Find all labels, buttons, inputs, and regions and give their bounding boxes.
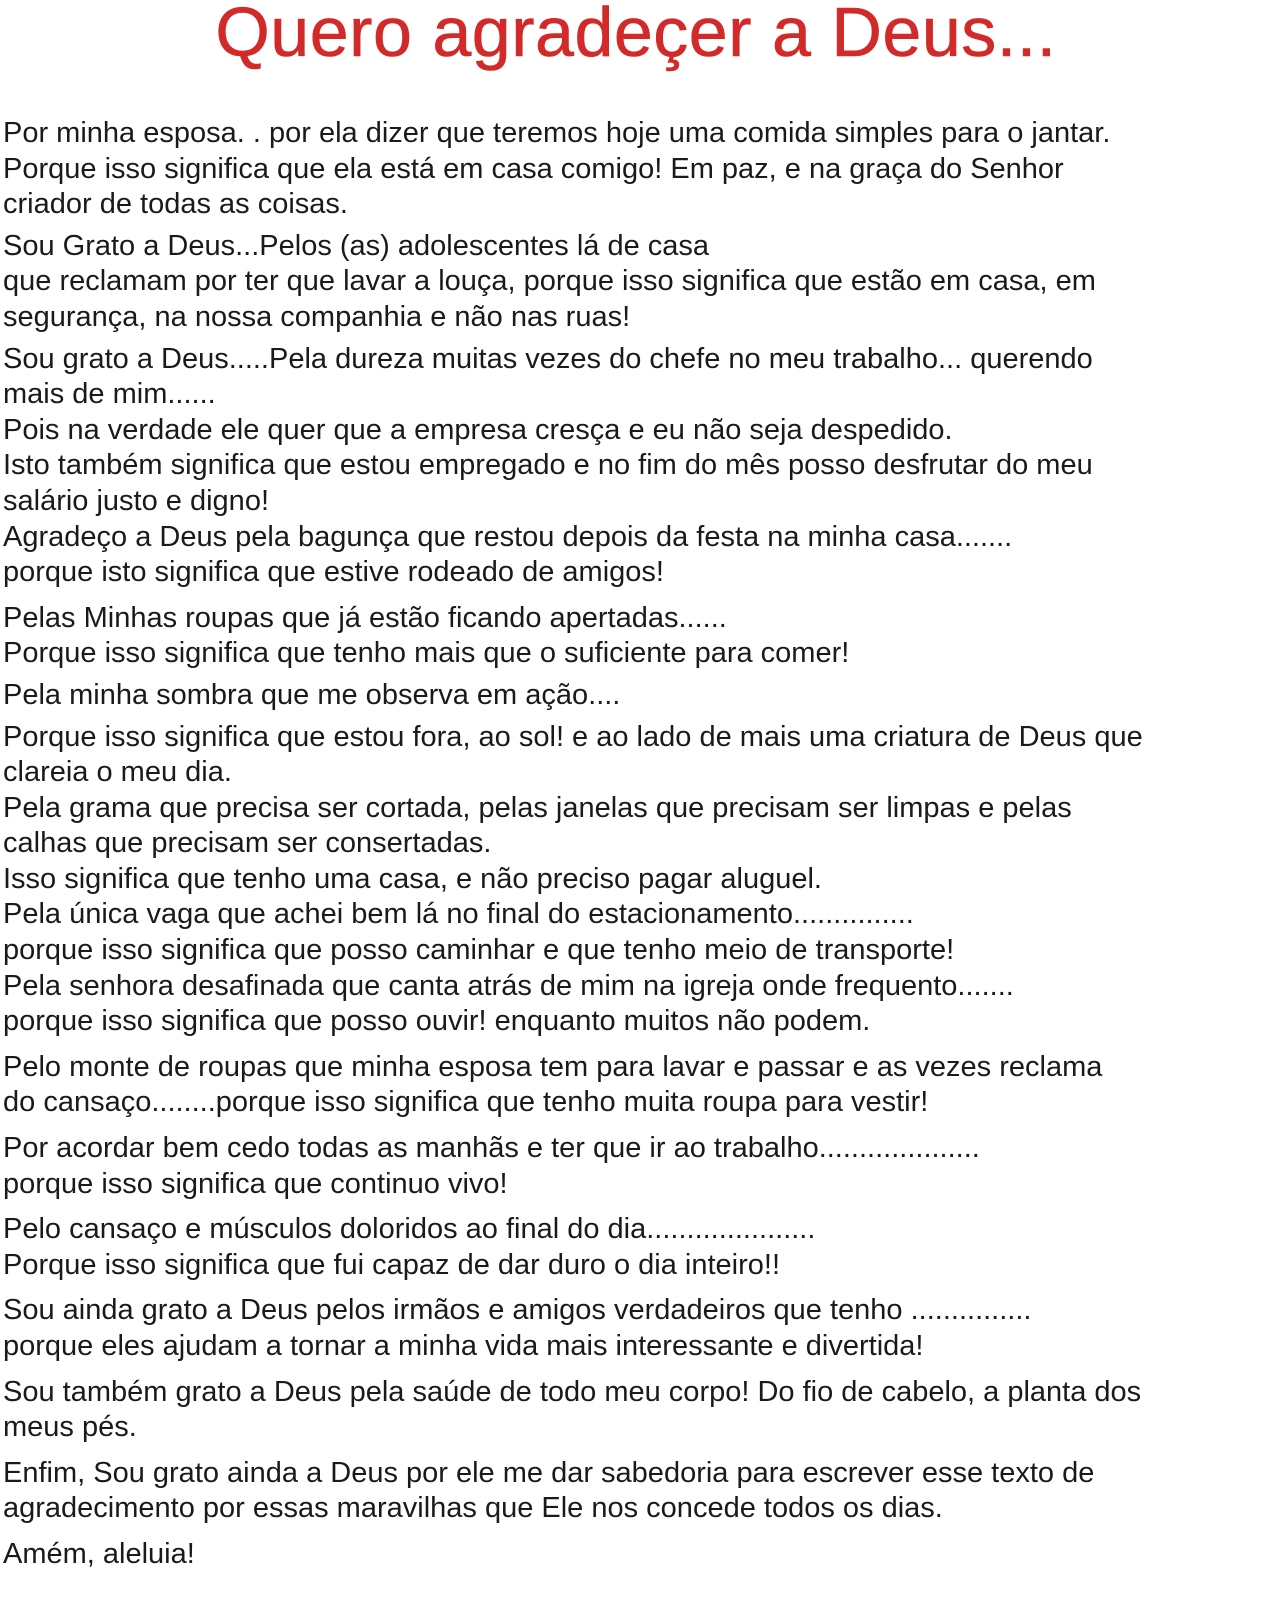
paragraph-esposa-jantar: Por minha esposa. . por ela dizer que teremos hoje uma comida simples para o jantar. Porque isso significa que ela está em casa comigo! Em paz, e na graça do Senhor criador de todas as coisas.: [3, 117, 1111, 221]
paragraph-sabedoria: Enfim, Sou grato ainda a Deus por ele me dar sabedoria para escrever esse texto de agradecimento por essas maravilhas que Ele nos concede todos os dias.: [3, 1456, 1095, 1525]
paragraph-bagunca: Agradeço a Deus pela bagunça que restou depois da festa na minha casa....... porque isto significa que estive rodeado de amigos!: [3, 520, 1013, 589]
document-body: [3, 116, 1269, 1573]
paragraph-sombra: Pela minha sombra que me observa em ação....: [3, 678, 621, 711]
paragraph-grama-casa: Pela grama que precisa ser cortada, pelas janelas que precisam ser limpas e pelas calhas que precisam ser consertadas. Isso significa que tenho uma casa, e não preciso pagar aluguel. Pela única vaga que achei bem lá no final do estacionamento............... porque isso significa que posso caminhar e que tenho meio de transporte! Pela senhora desafinada que canta atrás de mim na igreja onde frequento....... porque isso significa que posso ouvir! enquanto muitos não podem.: [3, 791, 1072, 1038]
paragraph-monte-roupas: Pelo monte de roupas que minha esposa tem para lavar e passar e as vezes reclama do cansaço........porque isso significa que tenho muita roupa para vestir!: [3, 1050, 1103, 1119]
paragraph-acordar: Por acordar bem cedo todas as manhãs e ter que ir ao trabalho.................... porque isso significa que continuo vivo!: [3, 1132, 980, 1200]
paragraph-empresa: Pois na verdade ele quer que a empresa cresça e eu não seja despedido. Isto também significa que estou empregado e no fim do mês posso desfrutar do meu salário justo e digno!: [3, 413, 1093, 517]
paragraph-amem: Amém, aleluia!: [3, 1537, 195, 1570]
paragraph-saude: Sou também grato a Deus pela saúde de todo meu corpo! Do fio de cabelo, a planta dos meus pés.: [3, 1375, 1142, 1444]
paragraph-chefe: Sou grato a Deus.....Pela dureza muitas vezes do chefe no meu trabalho... querendo mais de mim......: [3, 342, 1093, 411]
paragraph-amigos: Sou ainda grato a Deus pelos irmãos e amigos verdadeiros que tenho ............... porque eles ajudam a tornar a minha vida mais interessante e divertida!: [3, 1294, 1032, 1362]
paragraph-roupas-apertadas: Pelas Minhas roupas que já estão ficando apertadas...... Porque isso significa que tenho mais que o suficiente para comer!: [3, 601, 850, 670]
paragraph-adolescentes: Sou Grato a Deus...Pelos (as) adolescentes lá de casa que reclamam por ter que lavar a louça, porque isso significa que estão em casa, em segurança, na nossa companhia e não nas ruas!: [3, 229, 1096, 333]
paragraph-cansaco: Pelo cansaço e músculos doloridos ao final do dia..................... Porque isso significa que fui capaz de dar duro o dia inteiro!!: [3, 1213, 816, 1281]
page-title: Quero agradeçer a Deus...: [215, 0, 1057, 71]
paragraph-sol: Porque isso significa que estou fora, ao sol! e ao lado de mais uma criatura de Deus que clareia o meu dia.: [3, 720, 1143, 789]
